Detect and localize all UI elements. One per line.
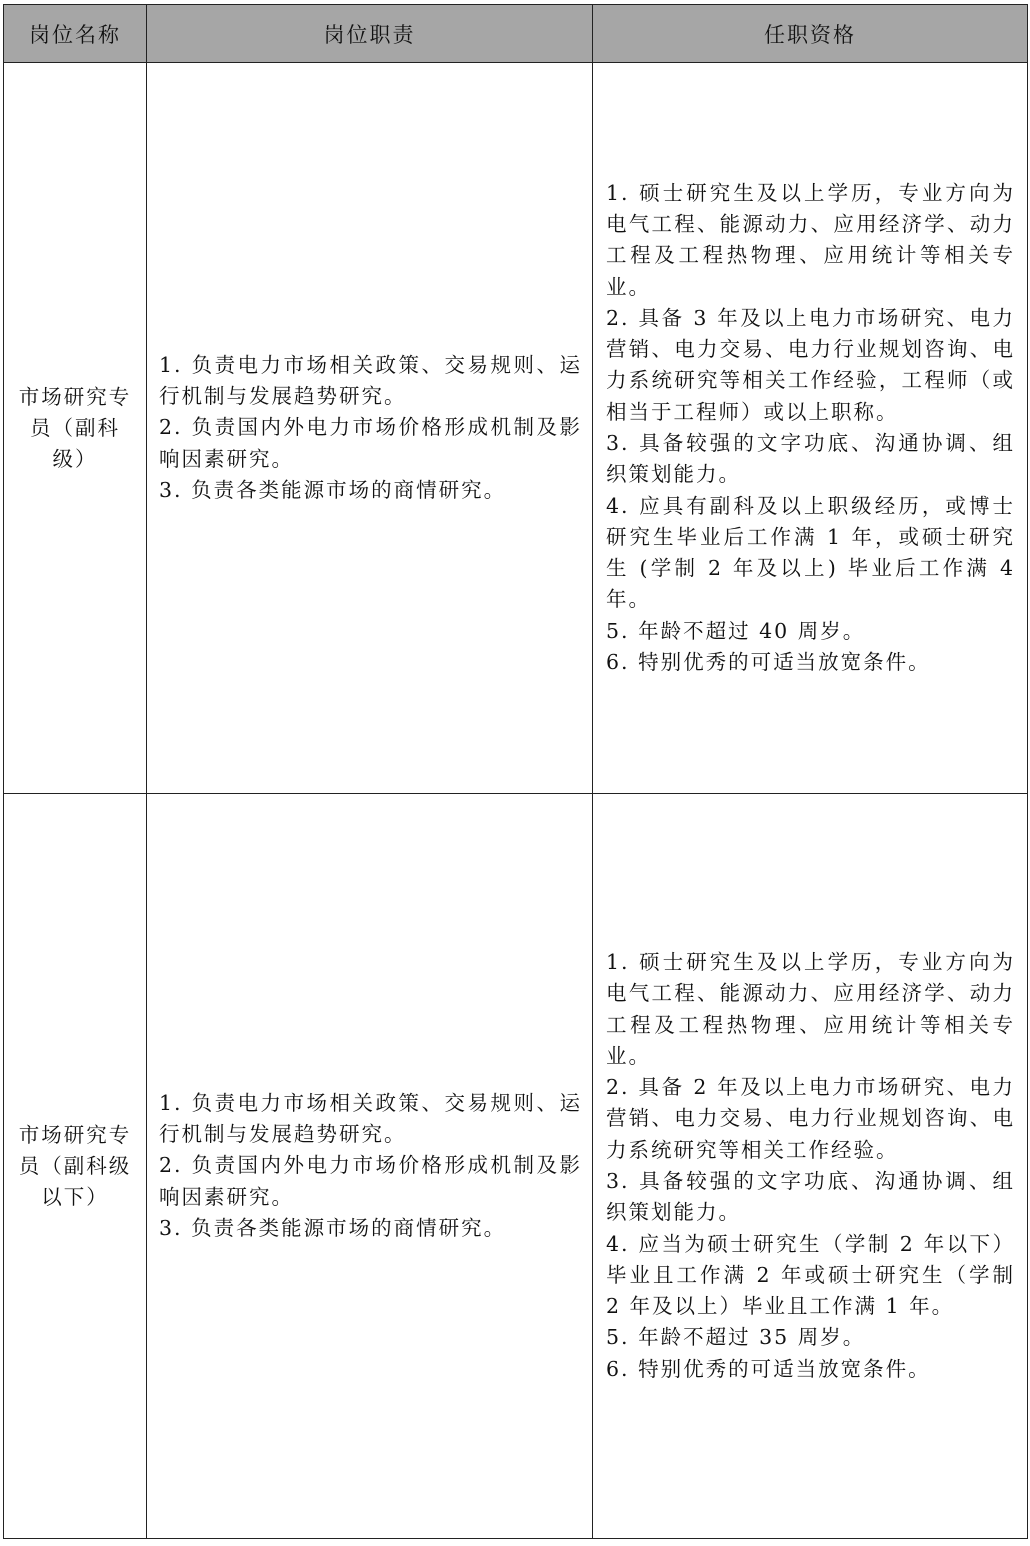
position-name-cell: 市场研究专员（副科级以下） bbox=[4, 794, 147, 1539]
job-requirements-table bbox=[3, 4, 1028, 1539]
position-name-cell: 市场研究专员（副科级） bbox=[4, 63, 147, 794]
table-row bbox=[4, 794, 1028, 1539]
header-duties: 岗位职责 bbox=[147, 5, 593, 63]
qualification-item: 1. 硕士研究生及以上学历，专业方向为电气工程、能源动力、应用经济学、动力工程及工程热物理、应用统计等相关专业。 bbox=[606, 949, 1015, 1068]
table-row bbox=[4, 63, 1028, 794]
duty-item: 3. 负责各类能源市场的商情研究。 bbox=[159, 1215, 507, 1240]
duty-item: 2. 负责国内外电力市场价格形成机制及影响因素研究。 bbox=[159, 1153, 582, 1209]
duty-item: 1. 负责电力市场相关政策、交易规则、运行机制与发展趋势研究。 bbox=[159, 352, 582, 409]
qualification-item: 2. 具备 3 年及以上电力市场研究、电力营销、电力交易、电力行业规划咨询、电力系统研究等相关工作经验，工程师（或相当于工程师）或以上职称。 bbox=[606, 305, 1015, 424]
header-qualifications: 任职资格 bbox=[593, 5, 1028, 63]
header-row bbox=[4, 5, 1028, 63]
duties-cell bbox=[147, 63, 593, 794]
duty-item: 3. 负责各类能源市场的商情研究。 bbox=[159, 477, 507, 502]
qualification-item: 4. 应具有副科及以上职级经历，或博士研究生毕业后工作满 1 年，或硕士研究生 (学制 2 年及以上) 毕业后工作满 4 年。 bbox=[606, 493, 1015, 612]
duties-cell bbox=[147, 794, 593, 1539]
qualification-item: 6. 特别优秀的可适当放宽条件。 bbox=[606, 1356, 931, 1381]
qualification-item: 3. 具备较强的文字功底、沟通协调、组织策划能力。 bbox=[606, 1169, 1015, 1225]
duty-item: 1. 负责电力市场相关政策、交易规则、运行机制与发展趋势研究。 bbox=[159, 1090, 582, 1147]
table-header bbox=[4, 5, 1028, 63]
qualification-item: 1. 硕士研究生及以上学历，专业方向为电气工程、能源动力、应用经济学、动力工程及工程热物理、应用统计等相关专业。 bbox=[606, 180, 1015, 299]
qualification-item: 5. 年龄不超过 40 周岁。 bbox=[606, 618, 866, 643]
header-position-name: 岗位名称 bbox=[4, 5, 147, 63]
qualifications-cell bbox=[593, 63, 1028, 794]
qualification-item: 4. 应当为硕士研究生（学制 2 年以下）毕业且工作满 2 年或硕士研究生（学制 2 年及以上）毕业且工作满 1 年。 bbox=[606, 1231, 1015, 1319]
duty-item: 2. 负责国内外电力市场价格形成机制及影响因素研究。 bbox=[159, 415, 582, 471]
qualification-item: 6. 特别优秀的可适当放宽条件。 bbox=[606, 650, 931, 675]
qualification-item: 3. 具备较强的文字功底、沟通协调、组织策划能力。 bbox=[606, 431, 1015, 487]
qualifications-cell bbox=[593, 794, 1028, 1539]
qualification-item: 2. 具备 2 年及以上电力市场研究、电力营销、电力交易、电力行业规划咨询、电力系统研究等相关工作经验。 bbox=[606, 1075, 1015, 1162]
qualification-item: 5. 年龄不超过 35 周岁。 bbox=[606, 1325, 866, 1350]
